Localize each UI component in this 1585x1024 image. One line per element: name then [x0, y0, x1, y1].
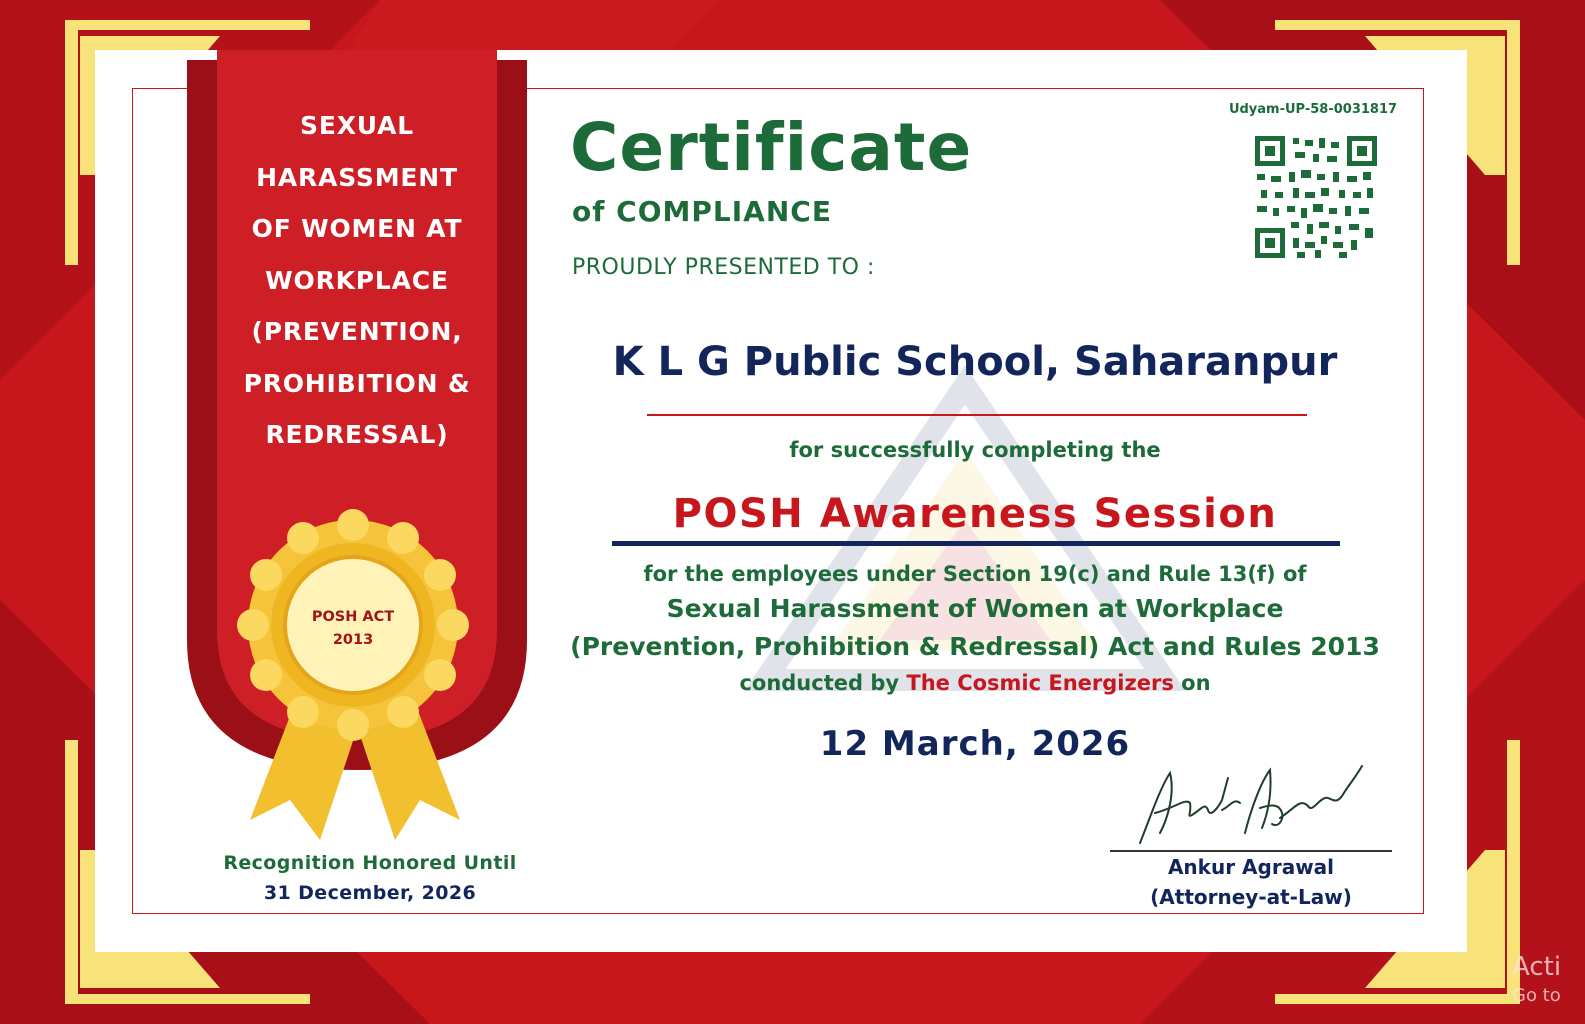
certificate-title: Certificate	[570, 109, 973, 186]
seal-line: POSH ACT	[311, 609, 395, 625]
certificate-subtitle: of COMPLIANCE	[572, 195, 832, 228]
act-title	[222, 100, 492, 461]
watermark-line-1: Acti	[1512, 952, 1562, 982]
watermark-line-2: Go to	[1512, 985, 1561, 1006]
validity-label: Recognition Honored Until	[223, 852, 517, 874]
signature-icon	[1130, 758, 1370, 848]
seal-label	[288, 606, 418, 652]
organizer-name: The Cosmic Energizers	[906, 671, 1174, 695]
act-title-line: OF WOMEN AT	[251, 214, 463, 243]
signatory-name: Ankur Agrawal	[1167, 855, 1335, 879]
act-title-line: HARASSMENT	[256, 162, 458, 192]
completion-text: for successfully completing the	[789, 438, 1161, 462]
description-line: (Prevention, Prohibition & Redressal) Act and Rules 2013	[570, 632, 1380, 661]
act-title-line: REDRESSAL)	[265, 420, 449, 449]
os-activation-watermark	[1512, 950, 1561, 1008]
validity-block	[190, 848, 550, 908]
presented-to-label: PROUDLY PRESENTED TO :	[572, 255, 875, 280]
qr-code-icon	[1255, 136, 1377, 258]
description-line: Sexual Harassment of Women at Workplace	[666, 594, 1284, 623]
event-date: 12 March, 2026	[819, 724, 1131, 764]
seal-line: 2013	[332, 632, 374, 648]
conducted-by-line	[560, 666, 1390, 700]
udyam-registration: Udyam-UP-58-0031817	[1228, 102, 1398, 117]
session-title: POSH Awareness Session	[672, 491, 1278, 537]
validity-date: 31 December, 2026	[263, 882, 477, 904]
signatory-title: (Attorney-at-Law)	[1150, 885, 1352, 909]
conducted-suffix: on	[1173, 671, 1211, 695]
divider-blue	[612, 541, 1340, 546]
act-title-line: PROHIBITION &	[243, 368, 471, 398]
compliance-description	[560, 558, 1390, 700]
signatory-block	[1110, 852, 1392, 912]
act-title-line: WORKPLACE	[265, 265, 449, 295]
conducted-prefix: conducted by	[739, 671, 907, 695]
recipient-name: K L G Public School, Saharanpur	[612, 339, 1338, 385]
divider-red	[647, 414, 1307, 416]
description-line: for the employees under Section 19(c) and Rule 13(f) of	[643, 562, 1307, 586]
act-title-line: SEXUAL	[300, 111, 414, 140]
act-title-line: (PREVENTION,	[251, 317, 463, 346]
